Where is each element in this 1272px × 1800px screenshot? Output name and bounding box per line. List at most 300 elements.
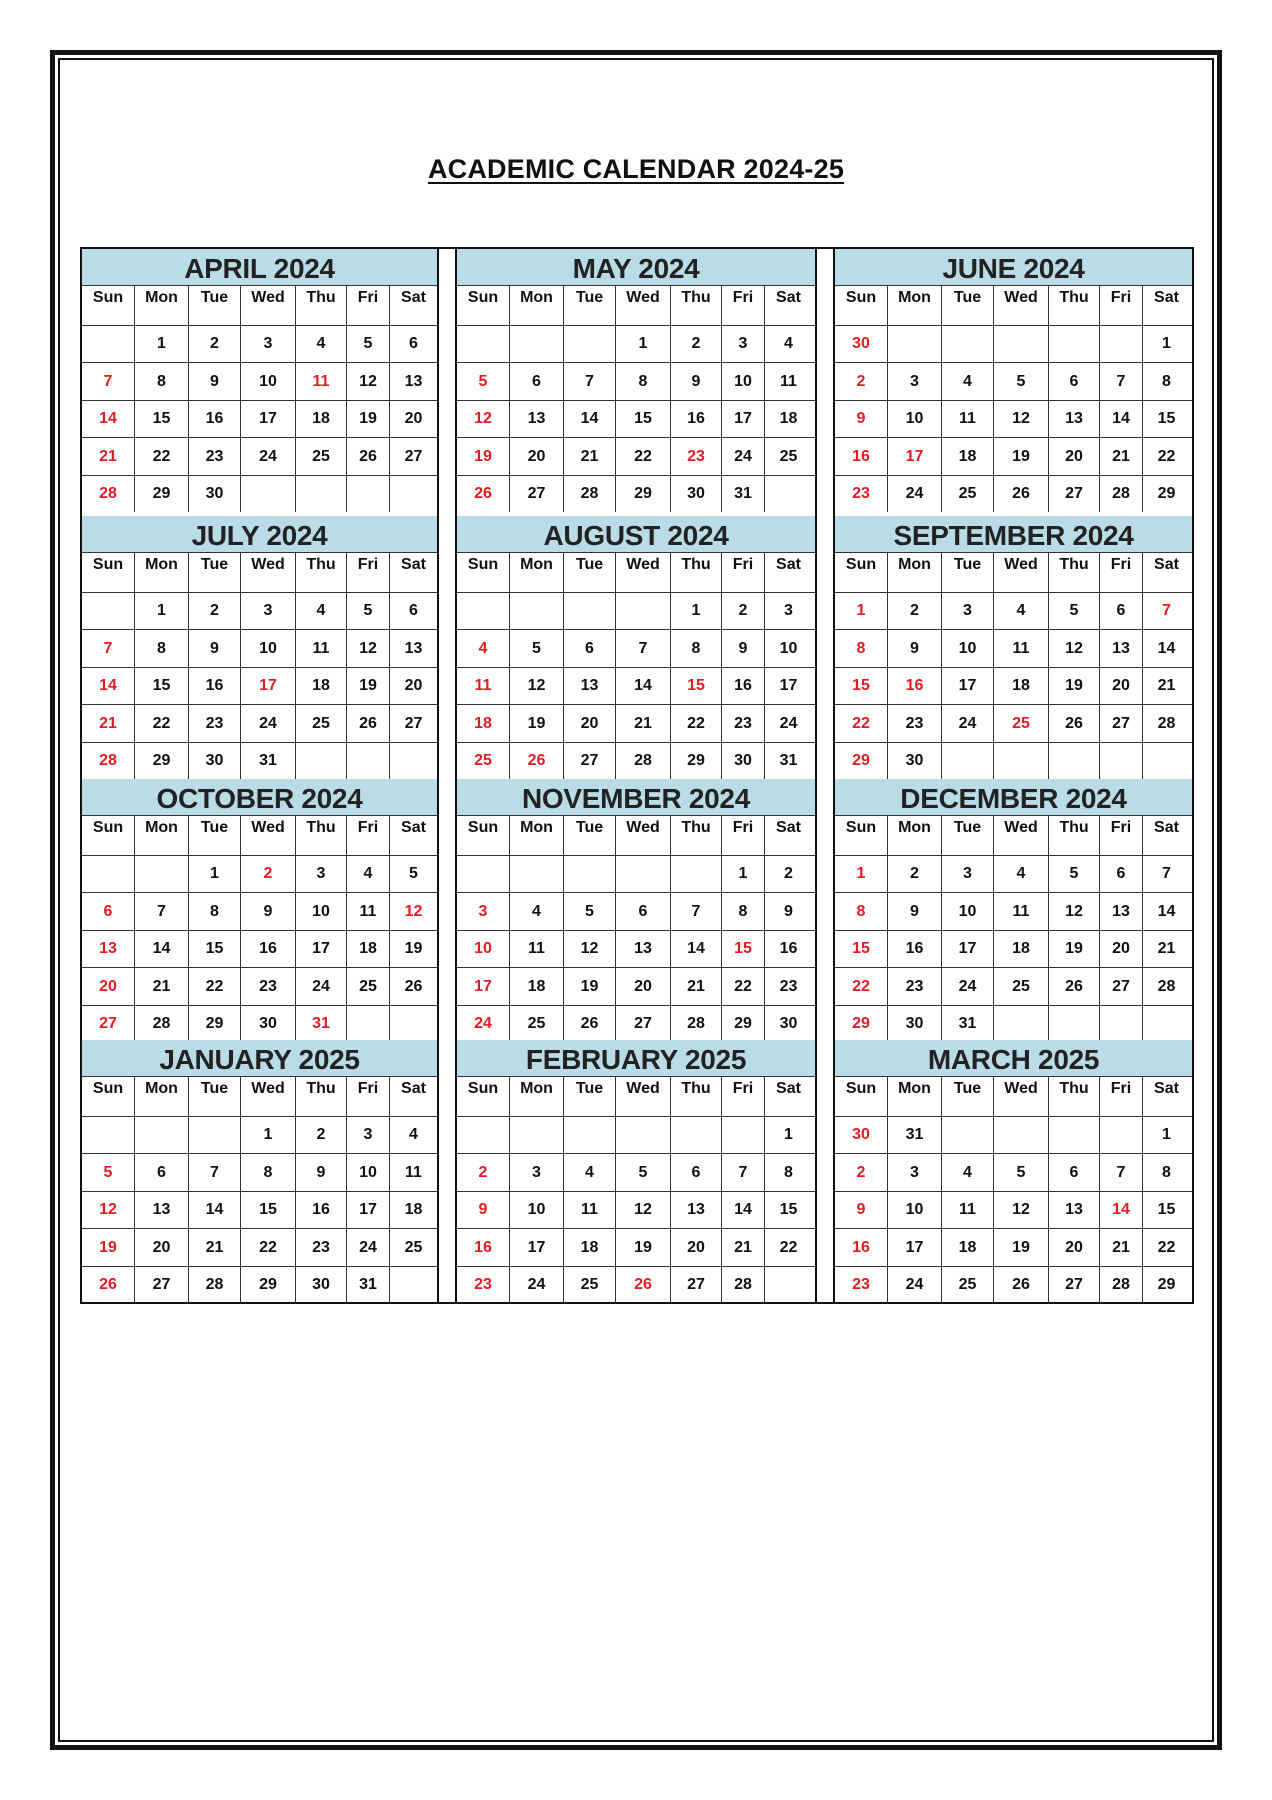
day-cell: 24 [888,475,942,512]
weekday-label: Thu [671,815,722,855]
day-cell: 10 [888,400,942,437]
weekday-label: Sun [835,552,888,592]
month-title: JANUARY 2025 [82,1040,437,1077]
day-cell: 5 [457,363,510,400]
day-cell: 24 [296,968,347,1005]
month-block [457,779,815,1040]
day-cell: 8 [135,630,189,667]
day-cell: 12 [510,667,564,704]
weekday-header-row [82,552,437,593]
week-row [82,1229,437,1267]
day-cell: 4 [296,325,347,362]
day-cell: 5 [564,893,616,930]
day-cell: 10 [296,893,347,930]
day-cell: 11 [942,1191,994,1228]
day-cell: 5 [347,325,390,362]
weekday-label: Thu [1049,552,1100,592]
day-cell: 27 [510,475,564,512]
day-cell: 22 [241,1229,296,1266]
day-cell: 20 [510,438,564,475]
weekday-label: Wed [994,552,1049,592]
day-cell: 28 [82,742,135,779]
day-cell: 21 [135,968,189,1005]
day-cell: 4 [994,592,1049,629]
day-cell: 3 [942,855,994,892]
day-cell: 12 [457,400,510,437]
day-cell: 5 [994,363,1049,400]
day-cell: 23 [722,705,765,742]
day-cell: 31 [779,752,798,769]
weekday-header-row [457,1076,815,1117]
weekday-label: Sun [457,285,510,325]
weekday-label: Sat [776,556,801,573]
day-cell: 24 [942,968,994,1005]
weekday-label: Tue [564,552,616,592]
week-row [457,400,815,438]
day-cell: 15 [241,1191,296,1228]
day-cell: 11 [296,363,347,400]
day-cell: 26 [1049,968,1100,1005]
week-row [835,893,1192,931]
day-cell: 30 [835,1116,888,1153]
day-cell: 23 [835,475,888,512]
day-cell: 20 [404,677,423,694]
day-cell: 14 [1157,902,1176,920]
empty-day-cell [942,1116,994,1153]
day-cell: 9 [189,363,241,400]
day-cell: 15 [722,930,765,967]
week-row [82,930,437,968]
day-cell: 21 [1157,940,1176,957]
empty-day-cell [82,325,135,362]
day-cell: 20 [1049,438,1100,475]
empty-day-cell [510,855,564,892]
day-cell: 29 [722,1005,765,1042]
weekday-header-row [457,552,815,593]
day-cell: 20 [135,1229,189,1266]
day-cell: 12 [1049,893,1100,930]
day-cell: 8 [835,630,888,667]
day-cell: 20 [671,1229,722,1266]
day-cell: 11 [510,930,564,967]
day-cell: 17 [722,400,765,437]
day-cell: 23 [835,1266,888,1303]
empty-day-cell [564,325,616,362]
day-cell: 1 [835,855,888,892]
day-cell: 17 [241,400,296,437]
day-cell: 20 [616,968,671,1005]
day-cell: 17 [888,1229,942,1266]
week-row [835,930,1192,968]
day-cell: 17 [942,667,994,704]
week-row [82,855,437,893]
day-cell: 28 [564,475,616,512]
day-cell: 11 [780,372,797,390]
day-cell: 27 [404,714,423,732]
weekday-label: Mon [135,285,189,325]
day-cell: 10 [779,639,798,657]
day-cell: 23 [779,977,798,995]
day-cell: 25 [510,1005,564,1042]
day-cell: 26 [510,742,564,779]
empty-day-cell [82,855,135,892]
weekday-label: Sun [835,815,888,855]
empty-day-cell [765,475,812,512]
week-row [457,1154,815,1192]
week-row [457,1191,815,1229]
weekday-label: Thu [671,1076,722,1116]
day-cell: 14 [189,1191,241,1228]
day-cell: 18 [994,930,1049,967]
weekday-label: Mon [135,552,189,592]
day-cell: 4 [784,335,793,352]
day-cell: 1 [135,592,189,629]
day-cell: 5 [994,1154,1049,1191]
day-cell: 15 [671,667,722,704]
day-cell: 7 [671,893,722,930]
empty-day-cell [135,855,189,892]
day-cell: 20 [1100,930,1143,967]
day-cell: 13 [564,667,616,704]
empty-day-cell [347,475,390,512]
day-cell: 15 [779,1201,798,1218]
day-cell: 6 [1100,592,1143,629]
weekday-label: Sat [776,1080,801,1097]
week-row [457,705,815,743]
month-block [457,1040,815,1302]
day-cell: 7 [82,630,135,667]
day-cell: 3 [942,592,994,629]
day-cell: 21 [722,1229,765,1266]
weekday-label: Wed [616,285,671,325]
week-row [835,1116,1192,1154]
week-row [835,1266,1192,1303]
day-cell: 17 [510,1229,564,1266]
week-row [82,630,437,668]
day-cell: 29 [189,1005,241,1042]
week-row [835,968,1192,1006]
day-cell: 7 [135,893,189,930]
day-cell: 18 [994,667,1049,704]
weekday-label: Fri [347,815,390,855]
day-cell: 10 [510,1191,564,1228]
day-cell: 6 [671,1154,722,1191]
day-cell: 20 [1049,1229,1100,1266]
day-cell: 24 [942,705,994,742]
day-cell: 13 [82,930,135,967]
weekday-label: Mon [888,1076,942,1116]
weekday-label: Fri [347,285,390,325]
weekday-label: Fri [1100,552,1143,592]
day-cell: 16 [189,400,241,437]
week-row [457,968,815,1006]
day-cell: 22 [1157,1238,1176,1256]
week-row [457,363,815,401]
day-cell: 24 [241,705,296,742]
day-cell: 31 [942,1005,994,1042]
weekday-label: Wed [994,1076,1049,1116]
weekday-label: Wed [616,552,671,592]
day-cell: 12 [1049,630,1100,667]
day-cell: 22 [779,1238,798,1256]
day-cell: 22 [135,438,189,475]
empty-day-cell [722,1116,765,1153]
day-cell: 7 [1100,363,1143,400]
day-cell: 27 [82,1005,135,1042]
empty-day-cell [1049,1005,1100,1042]
empty-day-cell [457,1116,510,1153]
weekday-label: Tue [564,815,616,855]
empty-day-cell [942,742,994,779]
week-row [457,1229,815,1267]
day-cell: 5 [1049,855,1100,892]
day-cell: 7 [564,363,616,400]
day-cell: 8 [722,893,765,930]
day-cell: 26 [347,705,390,742]
weekday-label: Thu [296,815,347,855]
month-title: NOVEMBER 2024 [457,779,815,816]
month-block [835,516,1192,779]
day-cell: 26 [347,438,390,475]
day-cell: 4 [409,1126,418,1143]
day-cell: 9 [189,630,241,667]
empty-day-cell [347,742,390,779]
week-row [457,667,815,705]
weekday-label: Mon [510,1076,564,1116]
day-cell: 2 [784,865,793,882]
day-cell: 12 [994,1191,1049,1228]
weekday-label: Thu [671,552,722,592]
day-cell: 3 [888,363,942,400]
day-cell: 22 [671,705,722,742]
day-cell: 13 [1100,630,1143,667]
day-cell: 13 [1049,400,1100,437]
day-cell: 3 [888,1154,942,1191]
day-cell: 9 [784,902,793,920]
day-cell: 1 [671,592,722,629]
weekday-label: Tue [189,285,241,325]
week-row [457,855,815,893]
week-row [835,630,1192,668]
day-cell: 22 [616,438,671,475]
day-cell: 9 [457,1191,510,1228]
weekday-label: Wed [241,1076,296,1116]
day-cell: 28 [1100,1266,1143,1303]
day-cell: 26 [1049,705,1100,742]
weekday-label: Sat [1154,819,1179,836]
empty-day-cell [616,1116,671,1153]
day-cell: 1 [722,855,765,892]
day-cell: 17 [942,930,994,967]
day-cell: 19 [1049,667,1100,704]
empty-day-cell [1100,1116,1143,1153]
day-cell: 3 [241,325,296,362]
weekday-label: Thu [296,1076,347,1116]
day-cell: 14 [82,667,135,704]
week-row [835,855,1192,893]
day-cell: 21 [1157,677,1176,694]
day-cell: 11 [564,1191,616,1228]
day-cell: 11 [457,667,510,704]
empty-day-cell [347,1005,390,1042]
weekday-header-row [835,1076,1192,1117]
day-cell: 24 [347,1229,390,1266]
day-cell: 17 [888,438,942,475]
day-cell: 13 [671,1191,722,1228]
weekday-label: Fri [1100,815,1143,855]
weekday-label: Sun [835,1076,888,1116]
month-title: JUNE 2024 [835,249,1192,286]
empty-day-cell [564,855,616,892]
day-cell: 9 [835,1191,888,1228]
empty-day-cell [457,855,510,892]
day-cell: 18 [296,667,347,704]
week-row [82,1154,437,1192]
month-title: APRIL 2024 [82,249,437,286]
day-cell: 12 [994,400,1049,437]
weekday-header-row [82,815,437,856]
day-cell: 2 [671,325,722,362]
day-cell: 22 [189,968,241,1005]
weekday-header-row [835,815,1192,856]
day-cell: 31 [296,1005,347,1042]
day-cell: 19 [510,705,564,742]
day-cell: 31 [347,1266,390,1303]
day-cell: 20 [82,968,135,1005]
day-cell: 2 [241,855,296,892]
day-cell: 14 [135,930,189,967]
day-cell: 11 [994,893,1049,930]
day-cell: 31 [722,475,765,512]
week-row [457,592,815,630]
empty-day-cell [189,1116,241,1153]
day-cell: 10 [888,1191,942,1228]
day-cell: 21 [564,438,616,475]
week-row [82,742,437,779]
day-cell: 31 [241,742,296,779]
empty-day-cell [390,1005,437,1042]
day-cell: 24 [722,438,765,475]
day-cell: 4 [347,855,390,892]
weekday-label: Sat [776,289,801,306]
day-cell: 5 [409,865,418,882]
weekday-label: Tue [564,1076,616,1116]
day-cell: 9 [671,363,722,400]
day-cell: 12 [347,630,390,667]
day-cell: 6 [82,893,135,930]
empty-day-cell [888,325,942,362]
day-cell: 15 [616,400,671,437]
day-cell: 21 [1100,1229,1143,1266]
day-cell: 2 [888,855,942,892]
day-cell: 14 [1100,1191,1143,1228]
day-cell: 8 [784,1163,793,1181]
week-row [835,742,1192,779]
day-cell: 5 [347,592,390,629]
day-cell: 3 [241,592,296,629]
day-cell: 9 [241,893,296,930]
day-cell: 18 [564,1229,616,1266]
week-row [835,1005,1192,1042]
day-cell: 3 [296,855,347,892]
day-cell: 23 [888,705,942,742]
weekday-label: Sun [82,552,135,592]
week-row [82,705,437,743]
day-cell: 1 [241,1116,296,1153]
weekday-label: Sat [1154,556,1179,573]
day-cell: 24 [457,1005,510,1042]
day-cell: 29 [1157,1276,1176,1293]
month-title: SEPTEMBER 2024 [835,516,1192,553]
day-cell: 5 [510,630,564,667]
day-cell: 22 [835,705,888,742]
day-cell: 29 [1157,485,1176,502]
empty-day-cell [1100,742,1143,779]
day-cell: 10 [241,363,296,400]
day-cell: 6 [616,893,671,930]
week-row [82,363,437,401]
day-cell: 12 [82,1191,135,1228]
empty-day-cell [135,1116,189,1153]
day-cell: 24 [888,1266,942,1303]
weekday-label: Mon [135,1076,189,1116]
weekday-label: Mon [510,815,564,855]
empty-day-cell [671,1116,722,1153]
day-cell: 10 [347,1154,390,1191]
day-cell: 26 [994,475,1049,512]
week-row [835,325,1192,363]
day-cell: 11 [296,630,347,667]
day-cell: 1 [1162,1126,1171,1143]
day-cell: 27 [1049,1266,1100,1303]
weekday-label: Sun [457,1076,510,1116]
day-cell: 28 [135,1005,189,1042]
column-gap [815,249,835,1302]
day-cell: 30 [189,742,241,779]
day-cell: 14 [82,400,135,437]
day-cell: 4 [942,363,994,400]
month-block [82,1040,437,1302]
weekday-label: Wed [241,815,296,855]
weekday-header-row [82,285,437,326]
day-cell: 22 [135,705,189,742]
day-cell: 25 [994,968,1049,1005]
weekday-header-row [457,815,815,856]
empty-day-cell [616,592,671,629]
day-cell: 16 [189,667,241,704]
day-cell: 2 [722,592,765,629]
empty-day-cell [1143,742,1190,779]
week-row [835,475,1192,512]
day-cell: 21 [82,438,135,475]
empty-day-cell [1100,325,1143,362]
day-cell: 2 [189,592,241,629]
month-block [82,779,437,1040]
day-cell: 19 [404,940,423,957]
empty-day-cell [82,592,135,629]
day-cell: 14 [616,667,671,704]
weekday-label: Fri [722,285,765,325]
day-cell: 9 [888,893,942,930]
weekday-label: Tue [942,815,994,855]
week-row [82,1266,437,1303]
weekday-label: Fri [722,552,765,592]
day-cell: 23 [671,438,722,475]
week-row [835,438,1192,476]
weekday-label: Fri [1100,1076,1143,1116]
day-cell: 22 [835,968,888,1005]
day-cell: 16 [888,667,942,704]
